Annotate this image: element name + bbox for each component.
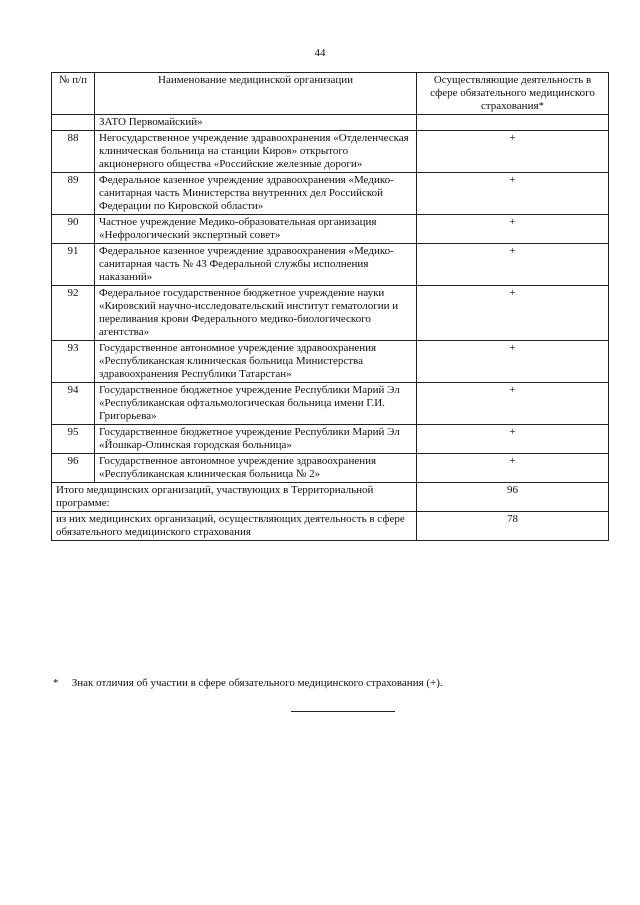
row-oms-mark: + xyxy=(417,341,609,383)
page-number: 44 xyxy=(314,47,326,59)
total-value: 96 xyxy=(417,483,609,512)
row-oms-mark: + xyxy=(417,244,609,286)
row-organization-name: Государственное бюджетное учреждение Республики Марий Эл «Республиканская офтальмологическая больница имени Г.И. Григорьева» xyxy=(95,383,417,425)
header-oms-participation: Осуществляющие деятельность в сфере обязательного медицинского страхования* xyxy=(417,73,609,115)
row-number: 92 xyxy=(52,286,95,341)
row-number: 90 xyxy=(52,215,95,244)
table-header-row xyxy=(52,73,609,115)
row-number: 88 xyxy=(52,131,95,173)
section-num-cell xyxy=(52,115,95,131)
table-row xyxy=(52,173,609,215)
row-organization-name: Частное учреждение Медико-образовательная организация «Нефрологический экспертный совет» xyxy=(95,215,417,244)
row-organization-name: Федеральное казенное учреждение здравоохранения «Медико-санитарная часть Министерства внутренних дел Российской Федерации по Кировской области» xyxy=(95,173,417,215)
row-organization-name: Государственное автономное учреждение здравоохранения «Республиканская клиническая больница Министерства здравоохранения Республики Татарстан» xyxy=(95,341,417,383)
table-row xyxy=(52,454,609,483)
table-row xyxy=(52,383,609,425)
footnote-text: Знак отличия об участии в сфере обязательного медицинского страхования (+). xyxy=(71,677,443,689)
total-label: Итого медицинских организаций, участвующих в Территориальной программе: xyxy=(52,483,417,512)
row-oms-mark: + xyxy=(417,286,609,341)
row-oms-mark: + xyxy=(417,173,609,215)
total-value: 78 xyxy=(417,512,609,541)
row-oms-mark: + xyxy=(417,131,609,173)
row-oms-mark: + xyxy=(417,383,609,425)
row-organization-name: Государственное бюджетное учреждение Республики Марий Эл «Йошкар-Олинская городская больница» xyxy=(95,425,417,454)
closing-rule xyxy=(291,711,395,712)
table-row xyxy=(52,425,609,454)
total-row xyxy=(52,483,609,512)
section-label: ЗАТО Первомайский» xyxy=(95,115,417,131)
row-organization-name: Государственное автономное учреждение здравоохранения «Республиканская клиническая больница № 2» xyxy=(95,454,417,483)
row-number: 95 xyxy=(52,425,95,454)
total-label: из них медицинских организаций, осуществляющих деятельность в сфере обязательного медицинского страхования xyxy=(52,512,417,541)
row-oms-mark: + xyxy=(417,425,609,454)
row-number: 89 xyxy=(52,173,95,215)
row-number: 91 xyxy=(52,244,95,286)
total-row xyxy=(52,512,609,541)
section-row xyxy=(52,115,609,131)
header-organization-name: Наименование медицинской организации xyxy=(95,73,417,115)
section-mark-cell xyxy=(417,115,609,131)
table-row xyxy=(52,215,609,244)
row-organization-name: Негосударственное учреждение здравоохранения «Отделенческая клиническая больница на станции Киров» открытого акционерного общества «Российские железные дороги» xyxy=(95,131,417,173)
row-number: 96 xyxy=(52,454,95,483)
row-number: 93 xyxy=(52,341,95,383)
footnote-marker: * xyxy=(53,677,59,689)
table-row xyxy=(52,131,609,173)
header-number: № п/п xyxy=(52,73,95,115)
table-row xyxy=(52,286,609,341)
footnote xyxy=(53,677,613,689)
table-row xyxy=(52,244,609,286)
medical-organizations-table xyxy=(51,72,609,541)
row-organization-name: Федеральное казенное учреждение здравоохранения «Медико-санитарная часть № 43 Федеральной службы исполнения наказаний» xyxy=(95,244,417,286)
row-organization-name: Федеральное государственное бюджетное учреждение науки «Кировский научно-исследовательский институт гематологии и переливания крови Федерального медико-биологического агентства» xyxy=(95,286,417,341)
row-number: 94 xyxy=(52,383,95,425)
row-oms-mark: + xyxy=(417,454,609,483)
table-row xyxy=(52,341,609,383)
row-oms-mark: + xyxy=(417,215,609,244)
